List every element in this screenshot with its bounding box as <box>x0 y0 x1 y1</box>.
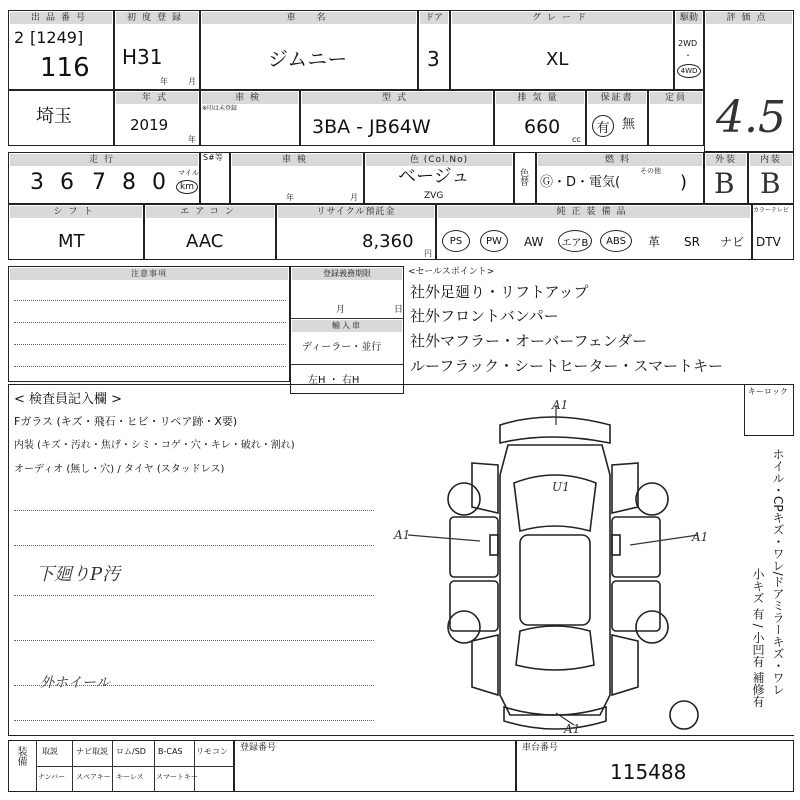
first-reg-year-unit: 年 <box>160 77 168 86</box>
drive-header: 駆動 <box>676 12 702 24</box>
equip-leather: 革 <box>648 235 661 249</box>
fuel-text: Ⓖ・D・電気( <box>540 175 621 190</box>
cc-value: 660 <box>524 116 561 138</box>
rear-window <box>516 626 594 670</box>
mark-a1-left: A1 <box>394 528 411 542</box>
footer-cell-bottom-2: スペアキー <box>76 773 111 781</box>
dotline-3 <box>14 344 286 345</box>
equip-abs-label: ABS <box>606 235 626 247</box>
hand-note-2: 外ホイール <box>40 675 110 691</box>
tv-value: DTV <box>756 235 781 249</box>
mileage-unit: km <box>180 182 194 192</box>
dotline-4 <box>14 366 286 367</box>
reg-no-box <box>234 740 516 792</box>
color-code: ZVG <box>424 191 444 201</box>
sales-point-1: 社外足廻り・リフトアップ <box>410 283 589 301</box>
color-change-label: 色替 <box>518 168 528 186</box>
first-reg-era: H31 <box>122 45 163 69</box>
inspection-title: < 検査員記入欄 > <box>14 392 123 407</box>
drive-4wd: 4WD <box>680 67 698 75</box>
mileage-unit-top: マイル <box>178 169 199 177</box>
shift-value: MT <box>58 231 85 252</box>
equip-aw: AW <box>524 235 544 249</box>
sales-point-2: 社外フロントバンパー <box>410 307 559 325</box>
handle-value: 左H ・ 右H <box>308 375 360 386</box>
model-code: 3BA - JB64W <box>312 116 431 138</box>
warranty-header: 保証書 <box>588 92 646 104</box>
warranty-yes: 有 <box>596 120 610 136</box>
insp-dotline-4 <box>14 640 374 641</box>
mark-a1-right: A1 <box>692 530 709 544</box>
fuel-other: その他 <box>640 167 661 175</box>
spare-tire <box>670 701 698 729</box>
right-rear-fender <box>612 635 638 695</box>
area-value: 埼玉 <box>36 106 72 127</box>
footer-divider-v4 <box>194 740 195 792</box>
caution-header: 注意事項 <box>10 268 288 280</box>
sales-header: <セールスポイント> <box>408 267 495 277</box>
interior-value: B <box>760 167 781 200</box>
model-year-header: 年式 <box>116 92 198 104</box>
mark-a1-front: A1 <box>552 398 569 412</box>
exterior-value: B <box>714 167 735 200</box>
reg-no-label: 登録番号 <box>240 743 277 753</box>
lot-header: 出品番号 <box>10 12 112 24</box>
import-header: 輸入車 <box>292 320 402 332</box>
model-code-header: 型式 <box>302 92 492 104</box>
footer-divider-h <box>36 766 234 767</box>
mirror-right <box>612 535 620 555</box>
right-front-fender <box>612 463 638 513</box>
footer-cell-bottom-4: スマートキー <box>156 773 198 781</box>
equip-airbag-label: エアB <box>561 237 589 249</box>
wheel-left-rear <box>448 611 480 643</box>
dotline-1 <box>14 300 286 301</box>
keylock-label: キーロック <box>748 387 788 396</box>
insp-dotline-6 <box>14 720 374 721</box>
footer-cell-top-2: ナビ取説 <box>76 747 108 756</box>
lot-code: [1249] <box>30 28 84 47</box>
exterior-header: 外装 <box>706 154 746 166</box>
flag-label: S#等 <box>203 153 223 162</box>
notes-box <box>8 266 290 382</box>
equip-pw <box>480 230 508 252</box>
score-value: 4.5 <box>716 92 786 143</box>
lot-number: 116 <box>40 53 90 83</box>
audio-line: オーディオ (無し・穴) / タイヤ (スタッドレス) <box>14 464 225 475</box>
grade-header: グレード <box>452 12 672 24</box>
first-reg-month-unit: 月 <box>188 77 196 86</box>
shift-header: シフト <box>10 206 142 218</box>
insp-dotline-2 <box>14 545 374 546</box>
footer-cell-bottom-1: ナンバー <box>38 773 66 781</box>
equip-ps <box>442 230 470 252</box>
recycle-unit: 円 <box>424 249 432 258</box>
mileage-digit-4: 8 <box>122 170 136 195</box>
aircon-header: エアコン <box>146 206 274 218</box>
doors-header: ドア <box>420 12 448 24</box>
mileage-digit-5: 0 <box>152 170 166 195</box>
interior-line: 内装 (キズ・汚れ・焦げ・シミ・コゲ・穴・キレ・破れ・割れ) <box>14 440 295 451</box>
mark-line-right <box>630 535 698 545</box>
fuel-header: 燃料 <box>538 154 702 166</box>
footer-cell-top-5: リモコン <box>196 747 228 756</box>
tv-label: カラーテレビ <box>753 207 789 214</box>
doors-value: 3 <box>427 47 440 71</box>
inspection-note: ※印は未登録 <box>202 105 238 112</box>
footer-cell-top-3: ロム/SD <box>116 747 146 756</box>
registration-header: 登録義務期限 <box>292 268 402 280</box>
interior-header: 内装 <box>750 154 792 166</box>
equip-abs <box>600 230 632 252</box>
mark-a1-rear: A1 <box>564 722 581 735</box>
aircon-value: AAC <box>186 231 224 252</box>
footer-cell-top-1: 取説 <box>42 747 58 756</box>
color-value: ベージュ <box>398 166 470 187</box>
warranty-yes-circle <box>592 115 614 137</box>
rear-bumper <box>504 707 606 729</box>
car-name: ジムニー <box>268 47 348 71</box>
chassis-number: 115488 <box>610 760 687 784</box>
registration-divider-2 <box>290 364 404 365</box>
footer-divider-v3 <box>154 740 155 792</box>
insp-dotline-1 <box>14 510 374 511</box>
first-reg-header: 初度登録 <box>116 12 198 24</box>
mileage-digit-3: 7 <box>92 170 106 195</box>
mileage-header: 走行 <box>10 154 198 166</box>
mileage-digit-1: 3 <box>30 170 44 195</box>
color-header: 色 (Col.No) <box>366 154 512 166</box>
footer-divider-v2 <box>112 740 113 792</box>
registration-month: 月 <box>336 305 346 315</box>
recycle-header: リサイクル預託金 <box>278 206 434 218</box>
side-text-2: 小キズ 有 / 小凹有 補修有 <box>751 568 765 708</box>
equip-sr: SR <box>684 235 700 249</box>
roof <box>520 535 590 625</box>
equip-ps-label: PS <box>449 235 463 247</box>
registration-day: 日 <box>394 305 404 315</box>
car-name-header: 車 名 <box>202 12 416 24</box>
cc-header: 排気量 <box>496 92 584 104</box>
drive-dot: ・ <box>684 51 692 60</box>
footer-cell-bottom-3: キーレス <box>116 773 144 781</box>
insp-dotline-3 <box>14 595 374 596</box>
recycle-value: 8,360 <box>362 231 414 252</box>
sales-point-4: ルーフラック・シートヒーター・スマートキー <box>410 357 724 375</box>
hand-note-1: 下廻りP汚 <box>36 564 121 585</box>
front-bumper <box>500 417 610 443</box>
equip-pw-label: PW <box>486 235 502 247</box>
equip-navi: ナビ <box>720 235 745 249</box>
inspection-top-header: 車検 <box>202 92 298 104</box>
mileage-unit-circle <box>176 180 198 194</box>
wheel-right-front <box>636 483 668 515</box>
drive-2wd: 2WD <box>678 39 698 48</box>
sales-point-3: 社外マフラー・オーバーフェンダー <box>410 332 648 350</box>
grade-value: XL <box>546 49 569 70</box>
cc-unit: cc <box>572 135 581 144</box>
mark-line-left <box>408 535 480 541</box>
mileage-digit-2: 6 <box>60 170 74 195</box>
car-diagram <box>380 395 720 735</box>
equip-airbag <box>558 230 592 252</box>
mirror-left <box>490 535 498 555</box>
warranty-no: 無 <box>622 117 636 132</box>
import-value: ディーラー・並行 <box>302 342 382 353</box>
footer-cell-top-4: B-CAS <box>158 747 183 756</box>
insp-year-unit: 年 <box>286 193 294 202</box>
wheel-right-rear <box>636 611 668 643</box>
glass-line: Fガラス (キズ・飛石・ヒビ・リペア跡・X要) <box>14 415 238 428</box>
registration-divider-1 <box>290 318 404 319</box>
footer-equip-label: 装備 <box>15 746 26 766</box>
side-text-1: ホイル・CPキズ・ワレ/ドアミラーキズ・ワレ <box>771 448 785 696</box>
wheel-left-front <box>448 483 480 515</box>
fuel-close: ) <box>680 172 688 193</box>
mark-u1-roof: U1 <box>552 480 570 494</box>
model-year-unit: 年 <box>188 135 196 144</box>
capacity-header: 定員 <box>650 92 702 104</box>
model-year: 2019 <box>130 116 169 134</box>
score-header: 評価点 <box>706 12 792 24</box>
footer-divider-v1 <box>72 740 73 792</box>
left-door-rear <box>450 581 498 631</box>
chassis-label: 車台番号 <box>522 743 559 753</box>
dotline-2 <box>14 322 286 323</box>
insp-month-unit: 月 <box>350 193 358 202</box>
drive-4wd-circle <box>677 64 701 78</box>
inspection-header: 車検 <box>232 154 362 166</box>
equip-header: 純正装備品 <box>438 206 750 218</box>
left-rear-fender <box>472 635 498 695</box>
lot-prefix: 2 <box>14 28 25 47</box>
